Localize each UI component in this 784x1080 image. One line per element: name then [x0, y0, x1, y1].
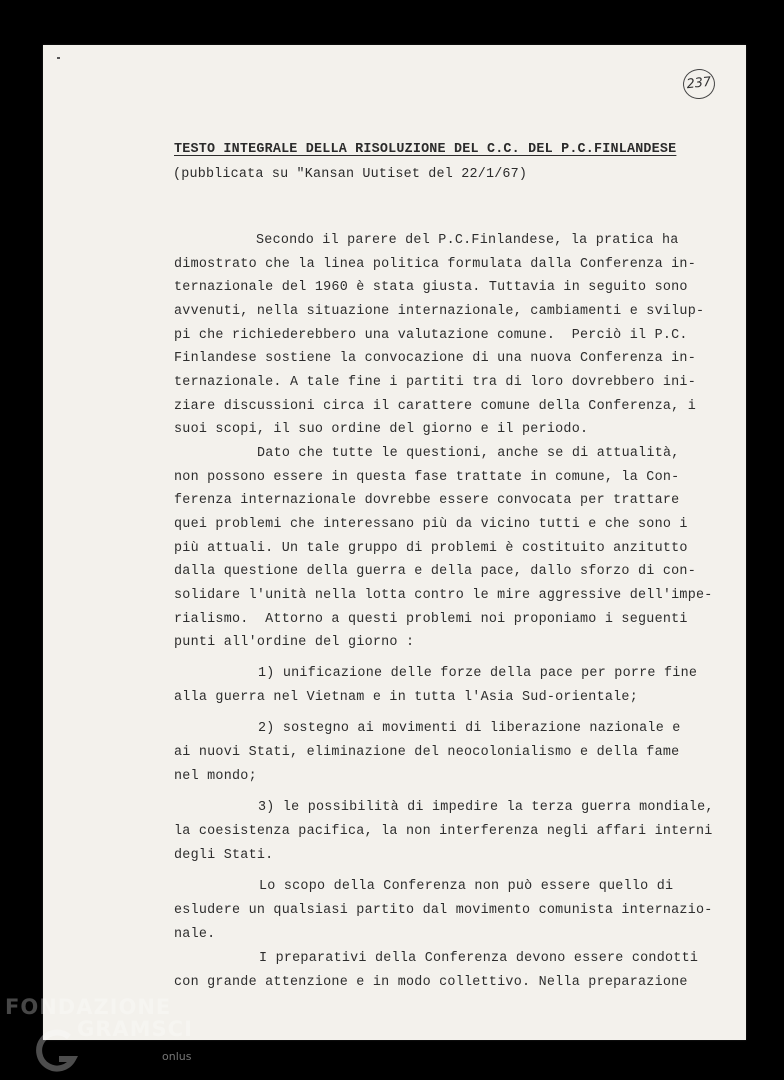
watermark-onlus: onlus — [162, 1050, 192, 1063]
text-line: Lo scopo della Conferenza non può essere quello di — [259, 879, 674, 894]
text-line: la coesistenza pacifica, la non interferenza negli affari interni — [174, 824, 713, 839]
document-heading: TESTO INTEGRALE DELLA RISOLUZIONE DEL C.C. DEL P.C.FINLANDESE — [174, 142, 677, 157]
watermark-title: FONDAZIONE — [5, 995, 172, 1019]
text-line: Dato che tutte le questioni, anche se di attualità, — [257, 446, 680, 461]
foundation-watermark — [5, 995, 205, 1075]
text-line: suoi scopi, il suo ordine del giorno e il periodo. — [174, 422, 589, 437]
text-line: ternazionale. A tale fine i partiti tra di loro dovrebbero ini- — [174, 375, 696, 390]
text-line: pi che richiederebbero una valutazione comune. Perciò il P.C. — [174, 328, 688, 343]
text-line: ferenza internazionale dovrebbe essere convocata per trattare — [174, 493, 680, 508]
page-number: 237 — [682, 67, 717, 100]
text-line: degli Stati. — [174, 848, 274, 863]
text-line: non possono essere in questa fase trattate in comune, la Con- — [174, 470, 680, 485]
ink-speck — [57, 57, 60, 59]
text-line: più attuali. Un tale gruppo di problemi è costituito anzitutto — [174, 541, 688, 556]
text-line: dimostrato che la linea politica formulata dalla Conferenza in- — [174, 257, 696, 272]
text-line: ai nuovi Stati, eliminazione del neocolonialismo e della fame — [174, 745, 680, 760]
text-line: Secondo il parere del P.C.Finlandese, la pratica ha — [256, 233, 679, 248]
text-line: ternazionale del 1960 è stata giusta. Tuttavia in seguito sono — [174, 280, 688, 295]
text-line: alla guerra nel Vietnam e in tutta l'Asia Sud-orientale; — [174, 690, 638, 705]
text-line: Finlandese sostiene la convocazione di una nuova Conferenza in- — [174, 351, 696, 366]
text-line: punti all'ordine del giorno : — [174, 635, 415, 650]
text-line: 1) unificazione delle forze della pace per porre fine — [258, 666, 698, 681]
gramsci-logo-icon — [33, 1029, 83, 1073]
text-line: quei problemi che interessano più da vicino tutti e che sono i — [174, 517, 688, 532]
document-subheading: (pubblicata su "Kansan Uutiset del 22/1/67) — [173, 167, 528, 182]
text-line: esludere un qualsiasi partito dal movimento comunista internazio- — [174, 903, 713, 918]
text-line: nel mondo; — [174, 769, 257, 784]
text-line: rialismo. Attorno a questi problemi noi proponiamo i seguenti — [174, 612, 688, 627]
text-line: I preparativi della Conferenza devono essere condotti — [259, 951, 699, 966]
document-page — [43, 45, 746, 1040]
text-line: 2) sostegno ai movimenti di liberazione nazionale e — [258, 721, 681, 736]
watermark-subtitle: GRAMSCI — [77, 1017, 193, 1041]
text-line: solidare l'unità nella lotta contro le mire aggressive dell'impe- — [174, 588, 713, 603]
text-line: nale. — [174, 927, 216, 942]
text-line: ziare discussioni circa il carattere comune della Conferenza, i — [174, 399, 696, 414]
text-line: dalla questione della guerra e della pace, dallo sforzo di con- — [174, 564, 696, 579]
text-line: avvenuti, nella situazione internazionale, cambiamenti e svilup- — [174, 304, 705, 319]
text-line: 3) le possibilità di impedire la terza guerra mondiale, — [258, 800, 714, 815]
text-line: con grande attenzione e in modo collettivo. Nella preparazione — [174, 975, 688, 990]
